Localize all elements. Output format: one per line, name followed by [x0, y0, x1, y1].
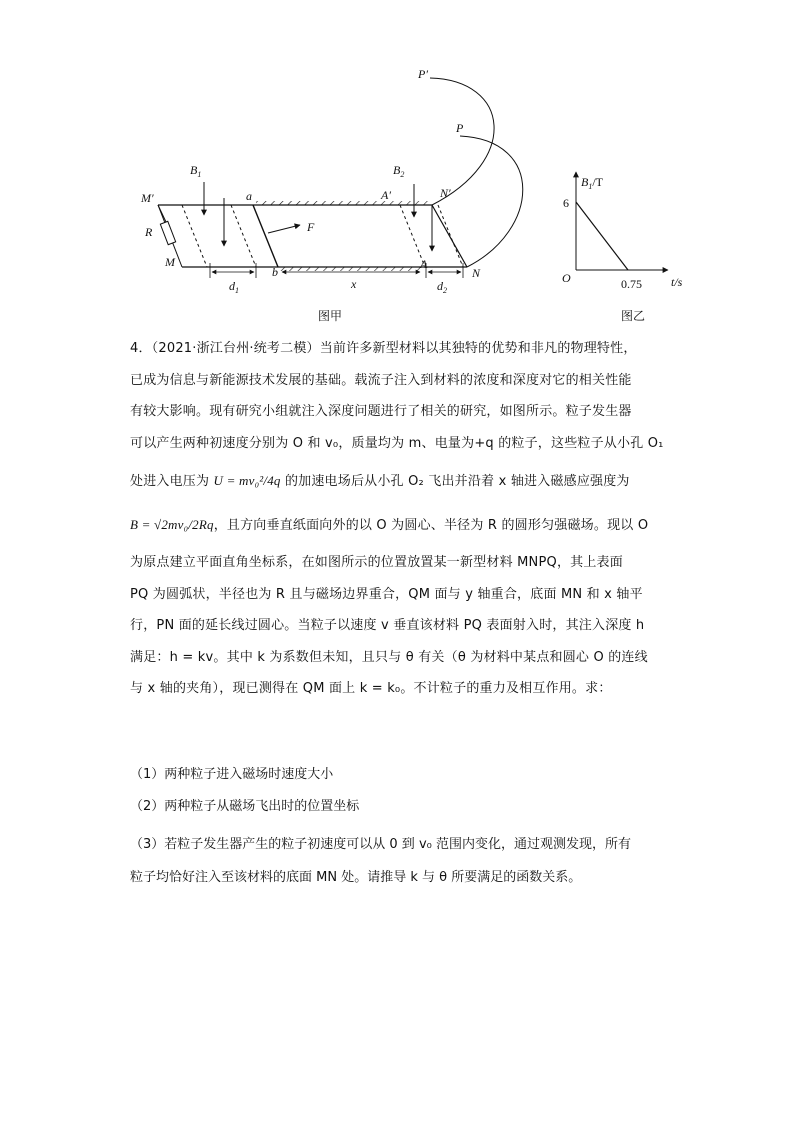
question-body: [130, 333, 670, 705]
graph-origin: O: [562, 271, 571, 285]
label-p: P: [456, 121, 464, 135]
question-line-11: 与 x 轴的夹角），现已测得在 QM 面上 k = k₀。不计粒子的重力及相互作用。求：: [130, 681, 612, 696]
subquestion-3-line-2: 粒子均恰好注入至该材料的底面 MN 处。请推导 k 与 θ 所要满足的函数关系。: [130, 870, 582, 885]
question-line-7: 为原点建立平面直角坐标系，在如图所示的位置放置某一新型材料 MNPQ，其上表面: [130, 555, 623, 570]
question-line-6: [130, 503, 670, 547]
subquestion-3-line-1: （3）若粒子发生器产生的粒子初速度可以从 0 到 v₀ 范围内变化，通过观测发现，所有: [130, 837, 631, 852]
label-a: a: [246, 189, 252, 203]
graph-y-label: $B_1/T$: [581, 175, 604, 191]
label-m-prime: M′: [141, 191, 154, 205]
question-line-5: [130, 459, 670, 503]
formula-b: B = √2mv₀/2Rq: [130, 517, 214, 532]
label-n-prime: N′: [440, 186, 451, 200]
label-a-prime: A′: [381, 188, 391, 202]
question-line-2: 已成为信息与新能源技术发展的基础。载流子注入到材料的浓度和深度对它的相关性能: [130, 372, 632, 388]
question-line-10: 满足：h = kv。其中 k 为系数但未知，且只与 θ 有关（θ 为材料中某点和圆心 O 的连线: [130, 649, 648, 665]
figure-area: [0, 0, 794, 330]
figure-b-caption: 图乙: [621, 309, 646, 323]
question-line-8: PQ 为圆弧状，半径也为 R 且与磁场边界重合，QM 面与 y 轴重合，底面 MN 和 x 轴平: [130, 586, 643, 602]
graph-x-label: t/s: [671, 275, 683, 289]
label-b2: $B_2$: [393, 163, 405, 179]
question-line-3: 有较大影响。现有研究小组就注入深度问题进行了相关的研究，如图所示。粒子发生器: [130, 404, 632, 419]
label-x: x: [351, 277, 357, 291]
label-d2: $d_2$: [437, 279, 447, 295]
question-line-4: 可以产生两种初速度分别为 O 和 v₀，质量均为 m、电量为+q 的粒子，这些粒子从小孔 O₁: [130, 435, 664, 451]
label-b1: $B_1$: [190, 163, 202, 179]
label-b: b: [272, 265, 278, 279]
question-text: 处进入电压为: [130, 474, 210, 489]
subquestion-1: （1）两种粒子进入磁场时速度大小: [130, 767, 334, 782]
graph-y-tick: 6: [563, 196, 569, 210]
question-number: 4．: [130, 341, 152, 356]
figure-b-graph: [562, 172, 683, 323]
formula-u: U = mv₀²/4q: [213, 473, 281, 488]
subquestion-2: （2）两种粒子从磁场飞出时的位置坐标: [130, 799, 360, 814]
question-text: 的加速电场后从小孔 O₂ 飞出并沿着 x 轴进入磁感应强度为: [284, 474, 630, 489]
graph-x-tick: 0.75: [621, 277, 642, 291]
question-source: （2021·浙江台州·统考二模）: [151, 341, 320, 356]
label-r: R: [145, 225, 153, 239]
question-line-1: [130, 333, 670, 365]
label-a: A: [420, 257, 428, 271]
label-n: N: [472, 266, 481, 280]
label-f: F: [307, 220, 315, 234]
label-p-prime: P′: [418, 67, 428, 81]
question-text: 当前许多新型材料以其独特的优势和非凡的物理特性，: [319, 341, 637, 356]
label-d1: $d_1$: [229, 279, 239, 295]
question-line-9: 行，PN 面的延长线过圆心。当粒子以速度 v 垂直该材料 PQ 表面射入时，其注入深度 h: [130, 618, 645, 633]
graph-line: [576, 202, 628, 270]
label-m: M: [165, 255, 175, 269]
figure-a-caption: 图甲: [318, 309, 343, 323]
question-text: ，且方向垂直纸面向外的以 O 为圆心、半径为 R 的圆形匀强磁场。现以 O: [213, 518, 649, 533]
figure-a-diagram: [140, 67, 523, 323]
